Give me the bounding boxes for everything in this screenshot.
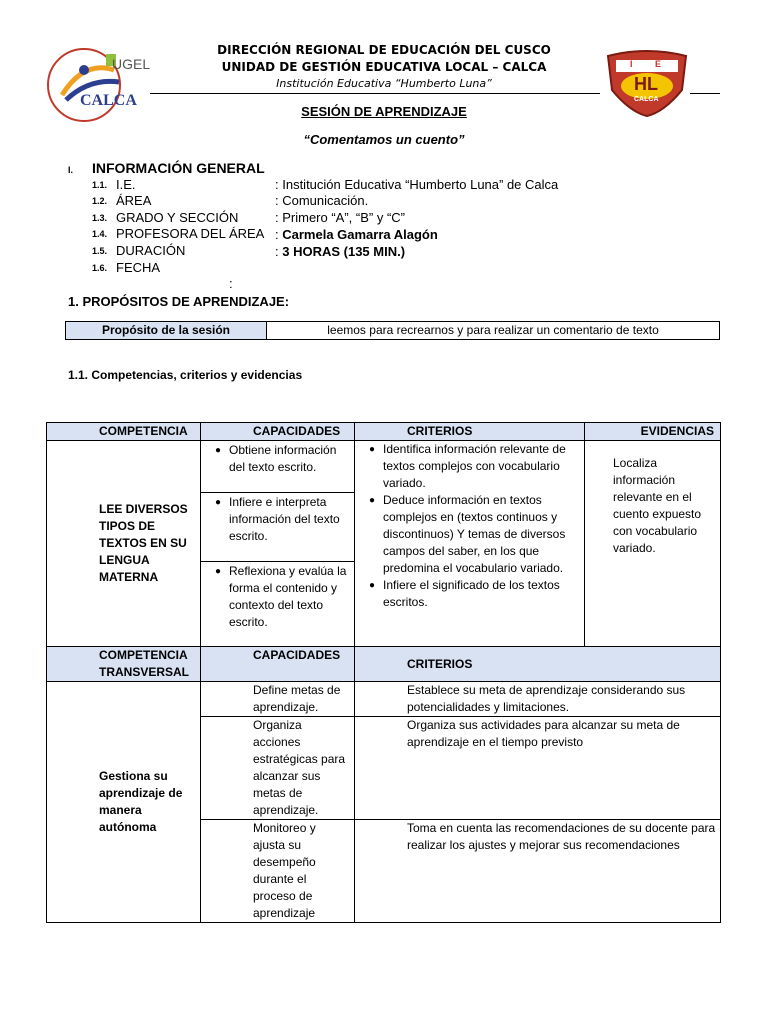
capacity-text: Reflexiona y evalúa la forma el contenido y contexto del texto escrito. [229,564,347,629]
transversal-criterion: Establece su meta de aprendizaje considerando sus potencialidades y limitaciones. [355,682,721,717]
competence-name: LEE DIVERSOS TIPOS DE TEXTOS EN SU LENGUA MATERNA [47,441,201,647]
criterion-text: Deduce información en textos complejos en (textos continuos y discontinuos) Y temas de diversos campos del saber, en los que predomina el vocabulario variado. [383,493,566,575]
header-capacidades-transversal: CAPACIDADES [201,647,355,682]
purpose-table [65,321,720,340]
hl-logo-top-text: I E [630,59,672,69]
capacity-cell [201,493,355,562]
section-title: INFORMACIÓN GENERAL [92,160,265,176]
transversal-capacity: Organiza acciones estratégicas para alcanzar sus metas de aprendizaje. [201,717,355,820]
header-line-3: Institución Educativa “Humberto Luna” [276,77,492,90]
info-number: 1.4. [92,229,108,239]
value-prefix: : [275,227,283,242]
session-subtitle: “Comentamos un cuento” [303,132,465,147]
header-line-1: DIRECCIÓN REGIONAL DE EDUCACIÓN DEL CUSCO [217,43,551,57]
info-number: 1.5. [92,246,108,256]
ugel-logo-top-text: UGEL [112,56,151,72]
bullet-icon: ● [368,495,376,506]
info-number: 1.6. [92,263,108,273]
table-row [47,441,721,493]
value-prefix: : [275,244,283,259]
capacity-cell [201,441,355,493]
header-criterios: CRITERIOS [355,423,585,441]
purpose-label: Propósito de la sesión [66,322,267,339]
criterion-text: Infiere el significado de los textos escritos. [383,578,560,609]
info-key: FECHA [116,260,161,275]
section-general-info-heading [68,160,265,176]
header-rule-right [690,93,720,94]
header-competencia: COMPETENCIA [47,423,201,441]
bullet-icon: ● [214,497,222,508]
header-rule-left [150,93,600,94]
header-line-2: UNIDAD DE GESTIÓN EDUCATIVA LOCAL – CALCA [221,60,547,74]
capacity-cell [201,562,355,647]
info-value-grade: : Primero “A”, “B” y “C” [275,210,405,225]
info-key: I.E. [116,177,136,192]
purpose-text: leemos para recrearnos y para realizar un comentario de texto [327,323,659,337]
info-key: ÁREA [116,193,152,208]
header-competencia-transversal: COMPETENCIA TRANSVERSAL [47,647,201,682]
info-value-area: : Comunicación. [275,193,369,208]
header-evidencias: EVIDENCIAS [585,423,721,441]
bullet-icon: ● [368,580,376,591]
bullet-icon: ● [214,445,222,456]
header-criterios-transversal: CRITERIOS [355,647,721,682]
info-key: GRADO Y SECCIÓN [116,210,239,225]
evidence-text: Localiza información relevante en el cuento expuesto con vocabulario variado. [585,441,721,647]
table-header-row [47,423,721,441]
competence-table [46,422,721,923]
competences-heading: 1.1. Competencias, criterios y evidencias [68,368,303,382]
session-title: SESIÓN DE APRENDIZAJE [301,104,467,119]
info-value-date: : [229,276,233,291]
transversal-criterion: Toma en cuenta las recomendaciones de su docente para realizar los ajustes y mejorar sus recomendaciones [355,820,721,923]
bullet-icon: ● [214,566,222,577]
teacher-name: Carmela Gamarra Alagón [282,227,438,242]
bullet-icon: ● [368,444,376,455]
criterion-text: Identifica información relevante de textos complejos con vocabulario variado. [383,442,566,490]
info-value-teacher [275,227,438,242]
section-number: I. [68,165,74,175]
transversal-competence-name: Gestiona su aprendizaje de manera autónoma [47,682,201,923]
ugel-logo-bottom-text: CALCA [80,92,137,109]
info-key: PROFESORA DEL ÁREA [116,226,265,241]
info-value-ie: : Institución Educativa “Humberto Luna” de Calca [275,177,559,192]
capacity-text: Obtiene información del texto escrito. [229,443,337,474]
info-number: 1.3. [92,213,108,223]
header-capacidades: CAPACIDADES [201,423,355,441]
info-key: DURACIÓN [116,243,186,258]
criteria-cell [355,441,585,647]
hl-logo-bottom-text: CALCA [634,96,659,103]
purposes-heading: 1. PROPÓSITOS DE APRENDIZAJE: [68,294,290,309]
table-row [47,682,721,717]
transversal-criterion: Organiza sus actividades para alcanzar su meta de aprendizaje en el tiempo previsto [355,717,721,820]
info-number: 1.2. [92,196,108,206]
info-number: 1.1. [92,180,108,190]
transversal-capacity: Define metas de aprendizaje. [201,682,355,717]
hl-logo-middle-text: HL [634,74,658,94]
transversal-capacity: Monitoreo y ajusta su desempeño durante el proceso de aprendizaje [201,820,355,923]
transversal-header-row [47,647,721,682]
duration-value: 3 HORAS (135 MIN.) [282,244,406,259]
info-value-duration [275,244,405,259]
capacity-text: Infiere e interpreta información del texto escrito. [229,495,340,543]
